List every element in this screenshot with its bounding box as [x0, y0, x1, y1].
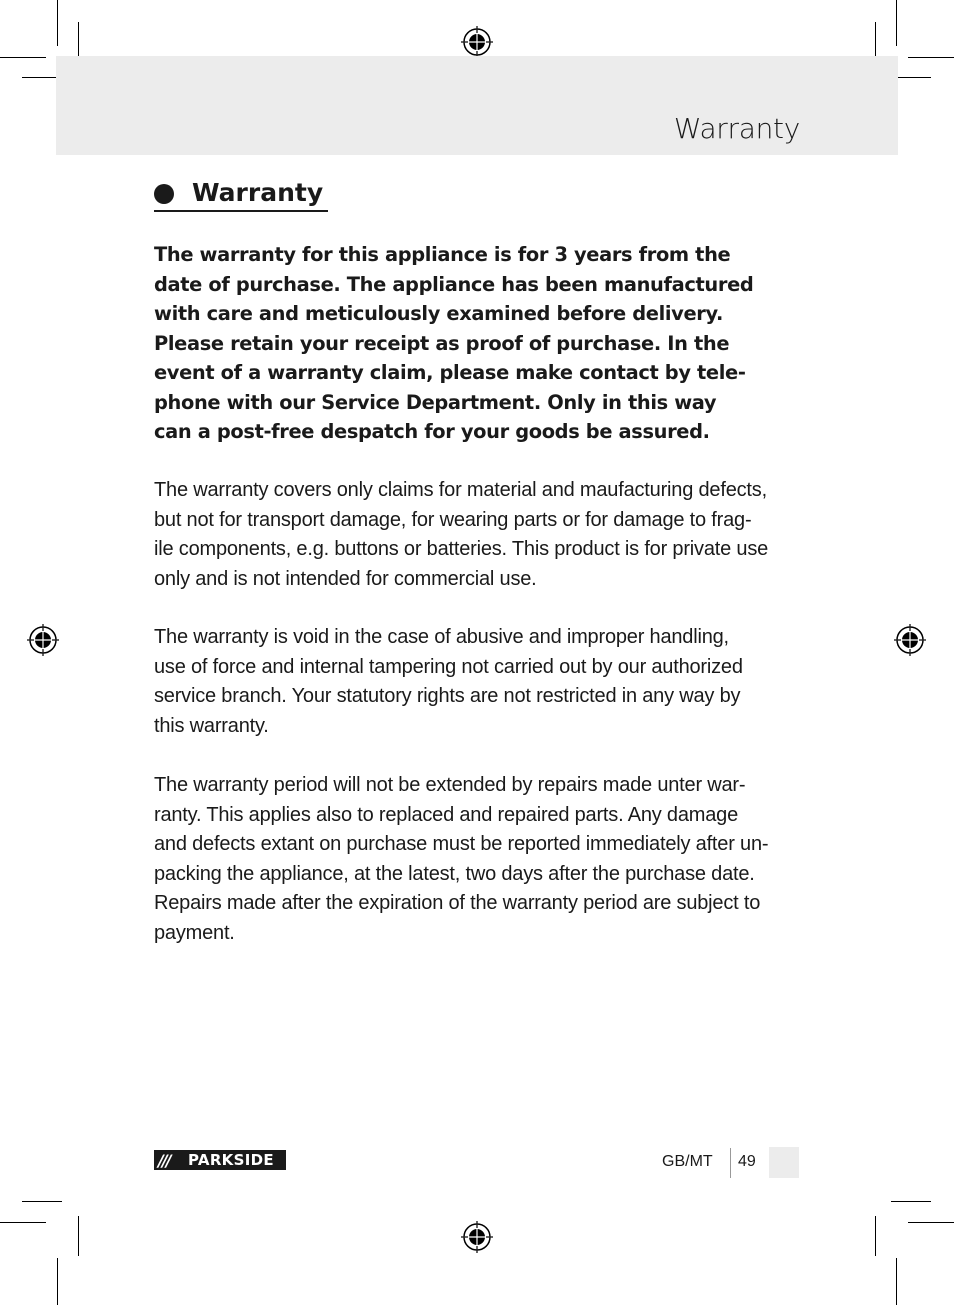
crop-mark [908, 1222, 954, 1223]
crop-mark [57, 1258, 58, 1305]
logo-text: PARKSIDE [188, 1151, 274, 1169]
text-line: The warranty is void in the case of abusive and improper handling, [154, 626, 729, 648]
section-underline [154, 210, 328, 212]
bullet-icon [154, 184, 174, 204]
text-line: use of force and internal tampering not carried out by our authorized [154, 655, 743, 678]
page-number: 49 [738, 1153, 756, 1170]
language-code: GB/MT [662, 1153, 713, 1170]
registration-mark-icon [460, 25, 494, 59]
registration-mark-icon [893, 623, 927, 657]
text-line: this warranty. [154, 714, 269, 737]
text-line: can a post-free despatch for your goods be assured. [154, 420, 710, 443]
logo-slashes: /// [158, 1150, 170, 1170]
text-line: event of a warranty claim, please make contact by tele- [154, 361, 746, 384]
text-line: with care and meticulously examined before delivery. [154, 302, 724, 325]
paragraph-coverage [154, 476, 804, 594]
crop-mark [78, 1216, 79, 1256]
text-line: only and is not intended for commercial use. [154, 567, 537, 590]
paragraph [154, 240, 804, 447]
section-title: Warranty [192, 178, 324, 207]
registration-mark-icon [26, 623, 60, 657]
paragraph-intro [154, 240, 804, 447]
text-line: ranty. This applies also to replaced and repaired parts. Any damage [154, 803, 738, 826]
crop-mark [22, 1201, 62, 1202]
page-header-title: Warranty [673, 112, 800, 145]
page-tab [769, 1147, 799, 1178]
text-line: The warranty period will not be extended by repairs made unter war- [154, 774, 746, 796]
crop-mark [891, 1201, 931, 1202]
text-line: The warranty for this appliance is for 3 years from the [154, 243, 731, 266]
registration-mark-icon [460, 1220, 494, 1254]
paragraph [154, 623, 804, 741]
text-line: Please retain your receipt as proof of purchase. In the [154, 331, 730, 355]
text-line: phone with our Service Department. Only in this way [154, 390, 717, 414]
crop-mark [0, 1222, 46, 1223]
crop-mark [57, 0, 58, 46]
text-line: and defects extant on purchase must be reported immediately after un- [154, 833, 769, 855]
crop-mark [875, 1216, 876, 1256]
text-line: The warranty covers only claims for material and maufacturing defects, [154, 479, 767, 501]
paragraph-void [154, 623, 804, 741]
text-line: date of purchase. The appliance has been manufactured [154, 272, 754, 296]
paragraph-period [154, 771, 804, 948]
crop-mark [908, 57, 954, 58]
crop-mark [896, 0, 897, 46]
text-line: packing the appliance, at the latest, two days after the purchase date. [154, 862, 755, 885]
parkside-logo [154, 1150, 286, 1170]
crop-mark [0, 57, 46, 58]
text-line: payment. [154, 921, 235, 944]
text-line: but not for transport damage, for wearing parts or for damage to frag- [154, 508, 752, 531]
footer-divider [730, 1148, 731, 1178]
section-heading [154, 178, 323, 209]
text-line: service branch. Your statutory rights are not restricted in any way by [154, 685, 741, 707]
paragraph [154, 771, 804, 948]
crop-mark [896, 1258, 897, 1305]
text-line: ile components, e.g. buttons or batteries. This product is for private use [154, 538, 769, 560]
text-line: Repairs made after the expiration of the warranty period are subject to [154, 892, 761, 914]
paragraph [154, 476, 804, 594]
